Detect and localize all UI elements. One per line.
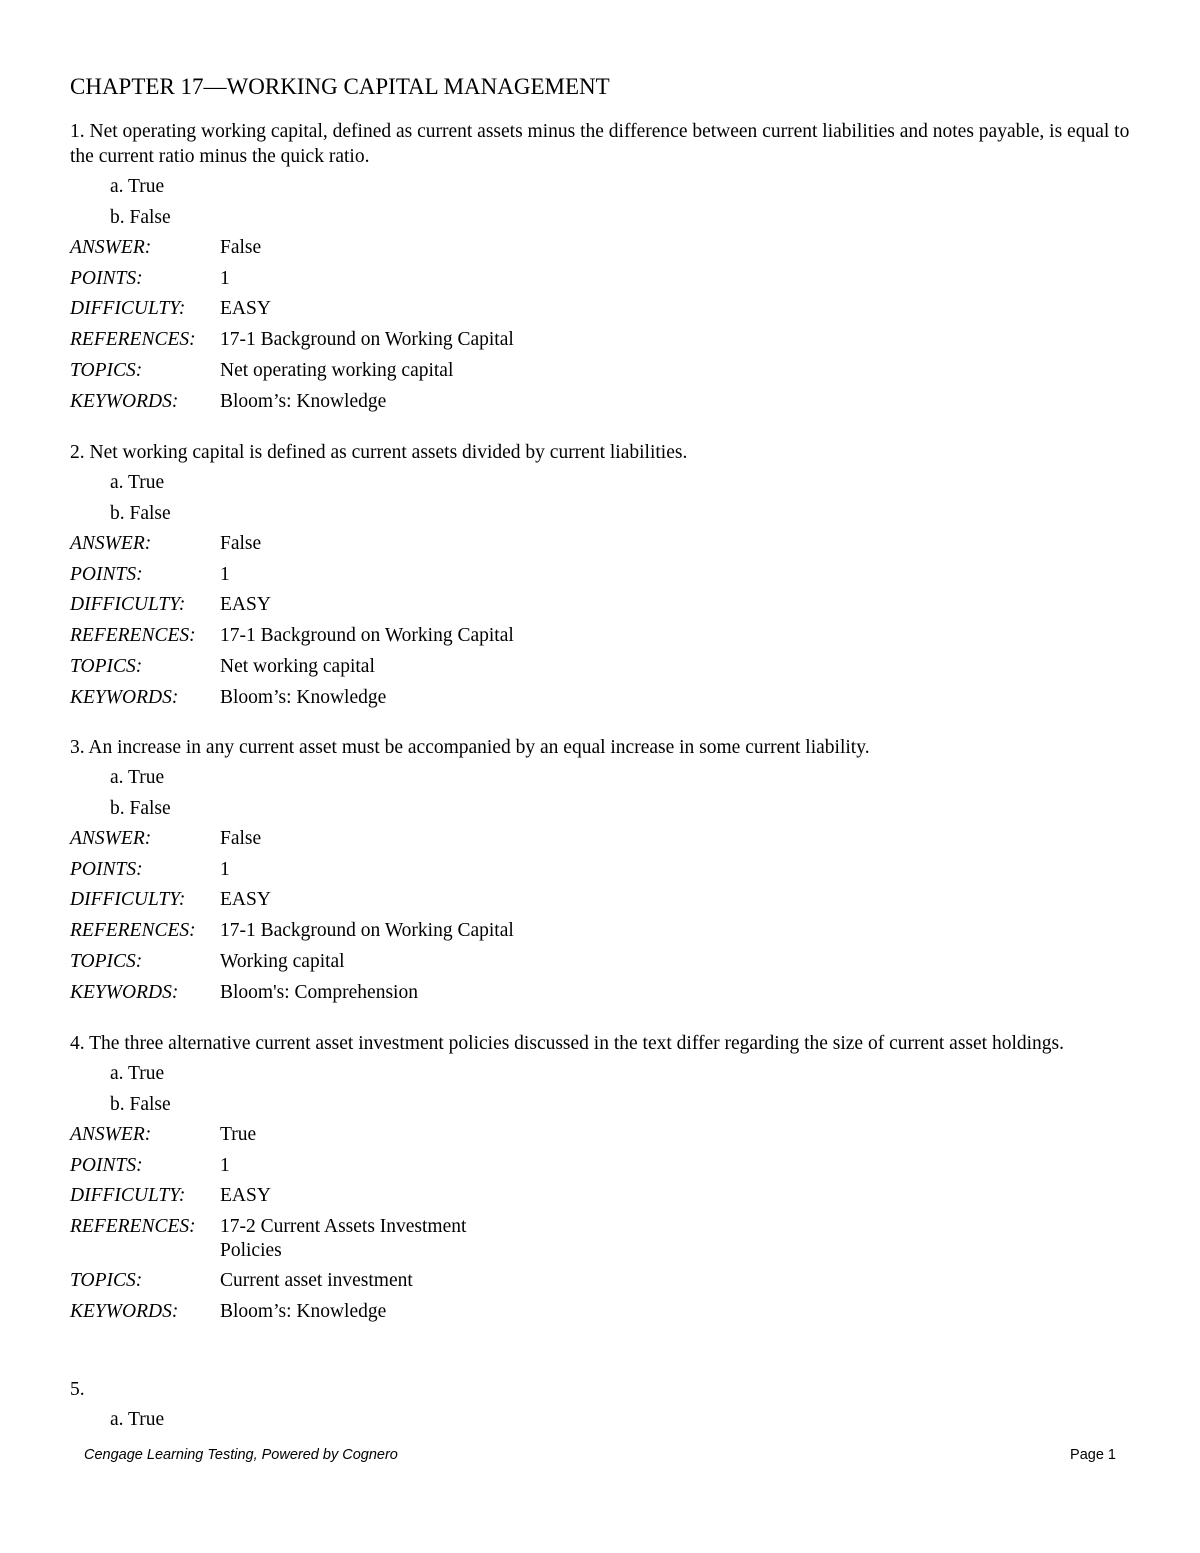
points-row	[70, 264, 1130, 295]
option-a: a. True	[110, 472, 165, 493]
topics-value: Net operating working capital	[220, 359, 454, 381]
references-row	[70, 621, 1130, 652]
question-stem: 5.	[70, 1379, 85, 1400]
footer-credit: Cengage Learning Testing, Powered by Cognero	[84, 1447, 398, 1463]
topics-label: TOPICS:	[70, 359, 143, 381]
difficulty-label: DIFFICULTY:	[70, 298, 186, 320]
references-label: REFERENCES:	[70, 1216, 196, 1238]
references-row	[70, 916, 1130, 947]
topics-label: TOPICS:	[70, 1270, 143, 1292]
option-a: a. True	[110, 767, 165, 788]
page-footer	[84, 1447, 1116, 1463]
question-options	[70, 1405, 1130, 1436]
keywords-label: KEYWORDS:	[70, 390, 179, 412]
answer-label: ANSWER:	[70, 237, 152, 258]
points-value: 1	[220, 1154, 230, 1176]
topics-label: TOPICS:	[70, 655, 143, 677]
references-row	[70, 1212, 1130, 1266]
topics-row	[70, 652, 1130, 683]
keywords-row	[70, 683, 1130, 714]
keywords-value: Bloom's: Comprehension	[220, 981, 418, 1003]
option-b: b. False	[110, 1093, 171, 1115]
question-stem: 4. The three alternative current asset investment policies discussed in the text differ regarding the size of current asset holdings.	[70, 1033, 1065, 1054]
points-label: POINTS:	[70, 858, 143, 880]
difficulty-value: EASY	[220, 889, 271, 911]
keywords-label: KEYWORDS:	[70, 686, 179, 708]
difficulty-label: DIFFICULTY:	[70, 1185, 186, 1207]
references-label: REFERENCES:	[70, 329, 196, 351]
topics-row	[70, 947, 1130, 978]
keywords-row	[70, 387, 1130, 418]
keywords-label: KEYWORDS:	[70, 1300, 179, 1322]
references-label: REFERENCES:	[70, 625, 196, 647]
answer-value: False	[220, 533, 262, 554]
references-value: 17-1 Background on Working Capital	[220, 920, 514, 942]
points-value: 1	[220, 267, 230, 289]
question-options	[70, 1059, 1130, 1120]
topics-value: Working capital	[220, 950, 345, 972]
question-metadata	[70, 824, 1130, 1008]
points-label: POINTS:	[70, 1154, 143, 1176]
difficulty-row	[70, 885, 1130, 916]
topics-value: Net working capital	[220, 655, 375, 677]
keywords-value: Bloom’s: Knowledge	[220, 1300, 387, 1322]
difficulty-row	[70, 294, 1130, 325]
answer-row	[70, 824, 1130, 855]
keywords-row	[70, 978, 1130, 1009]
keywords-value: Bloom’s: Knowledge	[220, 686, 387, 708]
topics-value: Current asset investment	[220, 1270, 413, 1292]
answer-row	[70, 233, 1130, 264]
topics-row	[70, 356, 1130, 387]
difficulty-label: DIFFICULTY:	[70, 594, 186, 616]
answer-label: ANSWER:	[70, 828, 152, 849]
question-options	[70, 763, 1130, 824]
references-value: 17-2 Current Assets Investment Policies	[220, 1216, 467, 1262]
keywords-row	[70, 1297, 1130, 1328]
points-value: 1	[220, 858, 230, 880]
page-number: Page 1	[1070, 1447, 1116, 1463]
question-metadata	[70, 233, 1130, 417]
question-block	[70, 1377, 1130, 1436]
question-metadata	[70, 529, 1130, 713]
answer-value: True	[220, 1124, 257, 1145]
question-block	[70, 119, 1130, 417]
question-block	[70, 1031, 1130, 1328]
answer-row	[70, 529, 1130, 560]
answer-label: ANSWER:	[70, 533, 152, 554]
option-b: b. False	[110, 206, 171, 228]
question-stem: 3. An increase in any current asset must be accompanied by an equal increase in some current liability.	[70, 737, 870, 758]
difficulty-value: EASY	[220, 1185, 271, 1207]
answer-value: False	[220, 237, 262, 258]
option-b: b. False	[110, 502, 171, 524]
points-row	[70, 855, 1130, 886]
question-block	[70, 440, 1130, 713]
points-row	[70, 1151, 1130, 1182]
references-label: REFERENCES:	[70, 920, 196, 942]
references-value: 17-1 Background on Working Capital	[220, 329, 514, 351]
points-row	[70, 560, 1130, 591]
option-a: a. True	[110, 176, 165, 197]
points-label: POINTS:	[70, 563, 143, 585]
references-value: 17-1 Background on Working Capital	[220, 625, 514, 647]
question-block	[70, 735, 1130, 1008]
question-metadata	[70, 1120, 1130, 1328]
option-a: a. True	[110, 1063, 165, 1084]
references-row	[70, 325, 1130, 356]
page-title: CHAPTER 17—WORKING CAPITAL MANAGEMENT	[70, 74, 610, 99]
option-b: b. False	[110, 797, 171, 819]
keywords-value: Bloom’s: Knowledge	[220, 390, 387, 412]
difficulty-row	[70, 590, 1130, 621]
question-stem: 2. Net working capital is defined as current assets divided by current liabilities.	[70, 442, 688, 463]
question-options	[70, 468, 1130, 529]
difficulty-row	[70, 1181, 1130, 1212]
keywords-label: KEYWORDS:	[70, 981, 179, 1003]
topics-row	[70, 1266, 1130, 1297]
answer-label: ANSWER:	[70, 1124, 152, 1145]
question-options	[70, 172, 1130, 233]
points-label: POINTS:	[70, 267, 143, 289]
answer-row	[70, 1120, 1130, 1151]
difficulty-value: EASY	[220, 298, 271, 320]
difficulty-label: DIFFICULTY:	[70, 889, 186, 911]
answer-value: False	[220, 828, 262, 849]
option-a: a. True	[110, 1409, 165, 1430]
question-stem: 1. Net operating working capital, defined as current assets minus the difference between current liabilities and notes payable, is equal to the current ratio minus the quick ratio.	[70, 121, 1130, 167]
points-value: 1	[220, 563, 230, 585]
topics-label: TOPICS:	[70, 950, 143, 972]
difficulty-value: EASY	[220, 594, 271, 616]
